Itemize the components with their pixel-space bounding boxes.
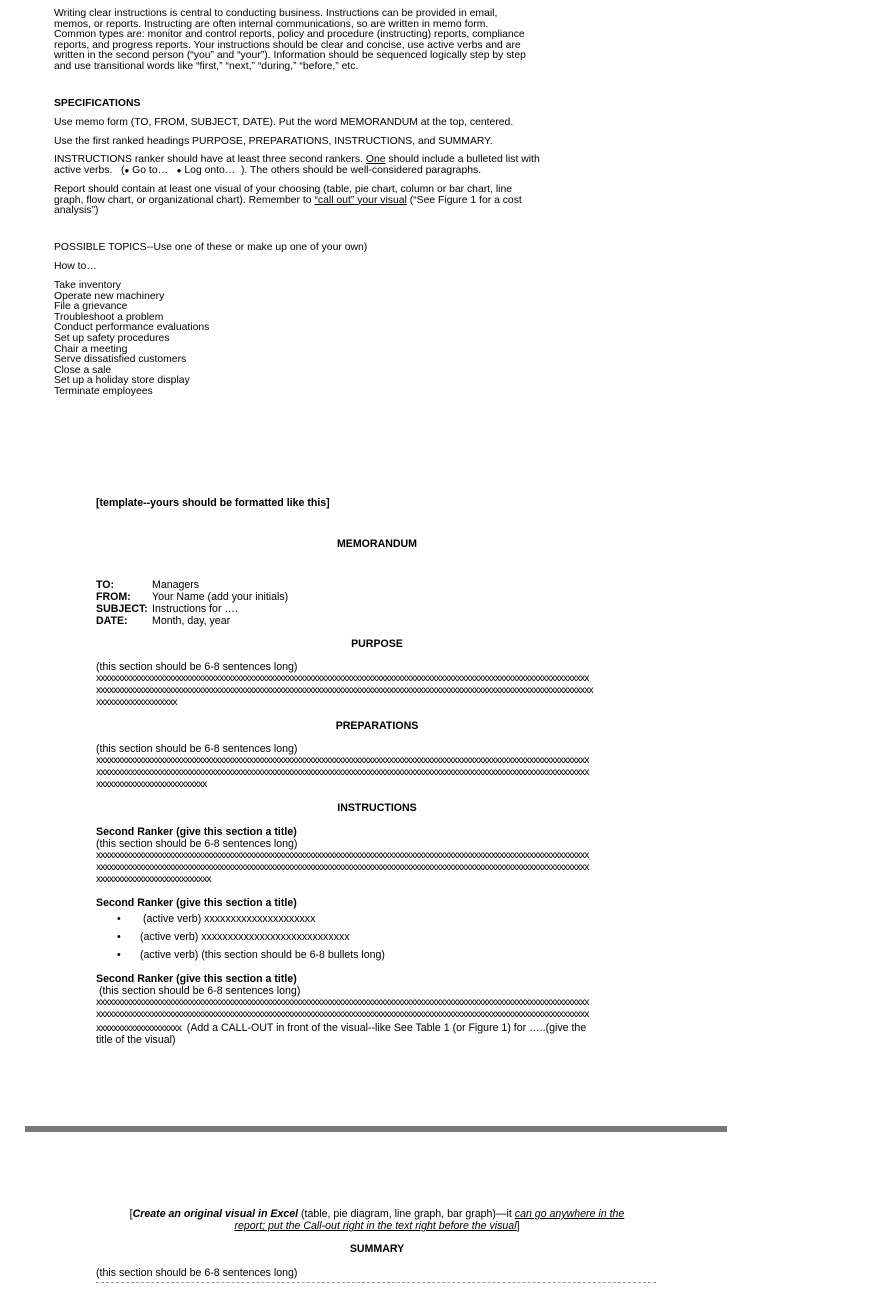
topics-list (54, 281, 209, 398)
topic-item: Take inventory (54, 280, 121, 291)
topic-item: Set up a holiday store display (54, 375, 190, 387)
spec-visual (54, 185, 522, 217)
spec-visual-text: (“See Figure 1 for a cost (406, 194, 522, 206)
placeholder-line: xxxxxxxxxxxxxxxxxxxxxxxxxxxxxxxxxxxxxxxxxxxxxxxxxxxxxxxxxxxxxxxxxxxxxxxxxxxxxxxxxxxxxxxxxxxxxxxxxxxxxxxxxxxxxxxxxxxx (96, 755, 589, 766)
intro-line: Common types are: monitor and control reports, policy and procedure (instructing) reports, compliance (54, 29, 525, 41)
bullet-icon: ● (124, 165, 130, 175)
bullet-icon: • (117, 913, 121, 925)
spec-visual-text: graph, flow chart, or organizational chart). Remember to (54, 194, 315, 206)
topics-howto: How to… (54, 261, 97, 272)
ranker-one (96, 826, 658, 885)
placeholder-line: xxxxxxxxxxxxxxxxxxxxxxxxxxxxxxxxxxxxxxxxxxxxxxxxxxxxxxxxxxxxxxxxxxxxxxxxxxxxxxxxxxxxxxxxxxxxxxxxxxxxxxxxxxxxxxxxxxxx (96, 861, 589, 873)
spec-rankers (54, 155, 540, 176)
ranker-two (96, 897, 385, 963)
bullet-item (96, 927, 385, 945)
placeholder-line: xxxxxxxxxxxxxxxxxxx (96, 696, 177, 708)
purpose-section (96, 661, 658, 708)
spec-rankers-text: INSTRUCTIONS ranker should have at least three second rankers. (54, 154, 366, 165)
template-label: [template--yours should be formatted like this] (96, 497, 330, 509)
placeholder-line: xxxxxxxxxxxxxxxxxxxxxxxxxxx (96, 873, 211, 885)
bullet-item (96, 909, 385, 927)
topic-item: Conduct performance evaluations (54, 322, 210, 334)
visual-note-underlined: report; put the Call-out right in the text right before the visual (234, 1220, 517, 1232)
placeholder-line: xxxxxxxxxxxxxxxxxxxxxxxxxx (96, 778, 207, 790)
ranker-three (96, 973, 658, 1046)
memorandum-title: MEMORANDUM (336, 538, 418, 550)
topic-item: Set up safety procedures (54, 332, 170, 344)
bullet-icon: • (117, 931, 121, 943)
summary-heading: SUMMARY (349, 1243, 405, 1255)
page-separator (25, 1126, 727, 1132)
topic-item: Troubleshoot a problem (54, 311, 164, 323)
bullet-text: (active verb) xxxxxxxxxxxxxxxxxxxxx (140, 913, 316, 925)
spec-visual-line: Report should contain at least one visual of your choosing (table, pie chart, column or bar chart, line (54, 184, 513, 195)
bullet-text: (active verb) xxxxxxxxxxxxxxxxxxxxxxxxxxxx (140, 931, 350, 943)
ranker-three-title: Second Ranker (give this section a title) (96, 973, 297, 985)
placeholder-line: xxxxxxxxxxxxxxxxxxxx (96, 1022, 181, 1034)
preparations-section (96, 743, 658, 790)
spec-callout-link: “call out” your visual (314, 194, 407, 206)
instructions-heading: INSTRUCTIONS (337, 802, 417, 814)
bullet-icon: • (117, 949, 121, 961)
bullet-text: (active verb) (this section should be 6-8 bullets long) (140, 949, 385, 961)
spec-rankers-text: active verbs. ( (54, 164, 125, 176)
summary-note: (this section should be 6-8 sentences long) (96, 1267, 298, 1279)
page-bottom-rule (96, 1282, 656, 1283)
intro-line: Writing clear instructions is central to conducting business. Instructions can be provided in email, (54, 8, 498, 19)
ranker-two-title: Second Ranker (give this section a title) (96, 897, 297, 909)
specifications-heading: SPECIFICATIONS (54, 98, 141, 109)
intro-line: memos, or reports. Instructing are often internal communications, so are written in memo form. (54, 18, 489, 30)
placeholder-line: xxxxxxxxxxxxxxxxxxxxxxxxxxxxxxxxxxxxxxxxxxxxxxxxxxxxxxxxxxxxxxxxxxxxxxxxxxxxxxxxxxxxxxxxxxxxxxxxxxxxxxxxxxxxxxxxxxxx (96, 766, 589, 778)
visual-note-emphasis: Create an original visual in Excel (132, 1208, 299, 1220)
ranker-one-title: Second Ranker (give this section a title) (96, 826, 297, 838)
intro-line: written in the second person (“you” and “your”). Information should be sequenced logically step by step (54, 50, 526, 62)
callout-instruction: (Add a CALL-OUT in front of the visual--like See Table 1 (or Figure 1) for …..(give the (180, 1021, 587, 1034)
preparations-heading: PREPARATIONS (335, 720, 419, 732)
memo-subject: SUBJECT: Instructions for …. (96, 603, 238, 615)
spec-rankers-text: should include a bulleted list with (385, 154, 540, 165)
placeholder-line: xxxxxxxxxxxxxxxxxxxxxxxxxxxxxxxxxxxxxxxxxxxxxxxxxxxxxxxxxxxxxxxxxxxxxxxxxxxxxxxxxxxxxxxxxxxxxxxxxxxxxxxxxxxxxxxxxxxx (96, 997, 589, 1008)
topic-item: Terminate employees (54, 385, 153, 397)
visual-note-underlined: can go anywhere in the (514, 1208, 625, 1220)
spec-log-onto: Log onto… ). The others should be well-considered paragraphs. (181, 164, 482, 176)
topics-heading: POSSIBLE TOPICS--Use one of these or make up one of your own) (54, 242, 368, 253)
intro-line: and use transitional words like “first,” “next,” “during,” “before,” etc. (54, 60, 359, 72)
topic-item: Operate new machinery (54, 290, 165, 302)
intro-paragraph (54, 9, 526, 73)
topic-item: Chair a meeting (54, 343, 128, 355)
topic-item: Serve dissatisfied customers (54, 354, 187, 366)
topic-item: Close a sale (54, 364, 112, 376)
callout-instruction: title of the visual) (96, 1034, 176, 1047)
memo-header (96, 579, 288, 627)
purpose-note: (this section should be 6-8 sentences long) (96, 661, 298, 673)
memo-date: DATE: Month, day, year (96, 615, 231, 627)
purpose-heading: PURPOSE (351, 638, 403, 650)
placeholder-line: xxxxxxxxxxxxxxxxxxxxxxxxxxxxxxxxxxxxxxxxxxxxxxxxxxxxxxxxxxxxxxxxxxxxxxxxxxxxxxxxxxxxxxxxxxxxxxxxxxxxxxxxxxxxxxxxxxxx (96, 850, 589, 861)
topic-item: File a grievance (54, 301, 128, 313)
intro-line: reports, and progress reports. Your instructions should be clear and concise, use active verbs and are (54, 39, 521, 51)
bullet-item (96, 945, 385, 963)
spec-headings: Use the first ranked headings PURPOSE, PREPARATIONS, INSTRUCTIONS, and SUMMARY. (54, 136, 493, 147)
placeholder-line: xxxxxxxxxxxxxxxxxxxxxxxxxxxxxxxxxxxxxxxxxxxxxxxxxxxxxxxxxxxxxxxxxxxxxxxxxxxxxxxxxxxxxxxxxxxxxxxxxxxxxxxxxxxxxxxxxxxx (96, 1008, 589, 1020)
placeholder-line: xxxxxxxxxxxxxxxxxxxxxxxxxxxxxxxxxxxxxxxxxxxxxxxxxxxxxxxxxxxxxxxxxxxxxxxxxxxxxxxxxxxxxxxxxxxxxxxxxxxxxxxxxxxxxxxxxxxxx (96, 684, 593, 696)
spec-go-to: Go to… (129, 164, 177, 176)
spec-visual-line: analysis”) (54, 205, 99, 217)
placeholder-line: xxxxxxxxxxxxxxxxxxxxxxxxxxxxxxxxxxxxxxxxxxxxxxxxxxxxxxxxxxxxxxxxxxxxxxxxxxxxxxxxxxxxxxxxxxxxxxxxxxxxxxxxxxxxxxxxxxxx (96, 673, 589, 684)
spec-memo-form: Use memo form (TO, FROM, SUBJECT, DATE). Put the word MEMORANDUM at the top, centered. (54, 117, 514, 128)
visual-note: [Create an original visual in Excel (table, pie diagram, line graph, bar graph)—it can go anywhere in the report; put the Call-out right in the text right before the visual] (129, 1208, 625, 1232)
ranker-three-note: (this section should be 6-8 sentences long) (96, 985, 301, 997)
spec-rankers-one: One (365, 154, 386, 165)
bullet-icon: ● (176, 165, 182, 175)
memo-from: FROM: Your Name (add your initials) (96, 591, 289, 603)
ranker-one-note: (this section should be 6-8 sentences long) (96, 838, 298, 850)
memo-to: TO: Managers (96, 579, 200, 591)
preparations-note: (this section should be 6-8 sentences long) (96, 743, 298, 755)
